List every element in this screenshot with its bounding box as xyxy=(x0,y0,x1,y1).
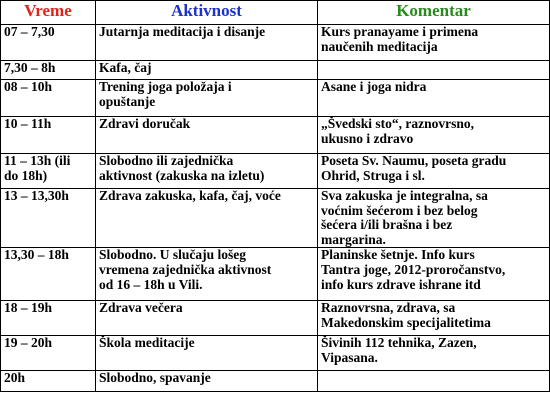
comment-cell-line: voćnim šećerom i bez belog xyxy=(321,202,478,218)
comment-cell xyxy=(318,248,550,301)
comment-cell xyxy=(318,61,550,80)
activity-cell-line: Jutarnja meditacija i disanje xyxy=(99,24,266,39)
comment-cell xyxy=(318,117,550,154)
activity-cell xyxy=(96,248,318,301)
time-cell-line: 07 – 7,30 xyxy=(4,24,55,39)
comment-cell-line: naučenih meditacija xyxy=(321,38,438,54)
table-row xyxy=(1,301,550,336)
activity-cell-line: Slobodno. U slučaju lošeg xyxy=(99,247,247,263)
table-row xyxy=(1,336,550,371)
time-cell xyxy=(1,117,96,154)
time-cell xyxy=(1,371,96,392)
comment-cell xyxy=(318,80,550,117)
comment-cell-line: šećera i/ili brašna i bez xyxy=(321,217,453,233)
time-cell-line: 13 – 13,30h xyxy=(4,188,69,203)
comment-cell-line: Makedonskim specijalitetima xyxy=(321,314,491,330)
comment-cell xyxy=(318,154,550,189)
activity-cell-line: Zdrava večera xyxy=(99,300,183,316)
header-vreme: Vreme xyxy=(1,1,96,25)
time-cell-line: do 18h) xyxy=(4,167,48,183)
comment-cell-line: Poseta Sv. Naumu, poseta gradu xyxy=(321,153,507,168)
table-row xyxy=(1,189,550,248)
comment-cell-line: margarina. xyxy=(321,231,386,247)
activity-cell xyxy=(96,80,318,117)
schedule-body xyxy=(1,25,550,392)
time-cell-line: 13,30 – 18h xyxy=(4,247,69,263)
time-cell xyxy=(1,154,96,189)
time-cell xyxy=(1,25,96,61)
time-cell-line: 19 – 20h xyxy=(4,335,53,351)
time-cell-line: 10 – 11h xyxy=(4,116,52,131)
table-row xyxy=(1,61,550,80)
activity-cell xyxy=(96,371,318,392)
comment-cell xyxy=(318,371,550,392)
activity-cell xyxy=(96,301,318,336)
comment-cell-line: ukusno i zdravo xyxy=(321,130,414,146)
time-cell xyxy=(1,61,96,80)
activity-cell-line: Škola meditacije xyxy=(99,335,195,351)
activity-cell-line: Slobodno ili zajednička xyxy=(99,153,234,168)
activity-cell xyxy=(96,25,318,61)
comment-cell xyxy=(318,336,550,371)
activity-cell xyxy=(96,189,318,248)
activity-cell-line: Zdravi doručak xyxy=(99,116,191,131)
table-row xyxy=(1,80,550,117)
time-cell xyxy=(1,189,96,248)
comment-cell xyxy=(318,301,550,336)
activity-cell-line: Trening joga položaja i xyxy=(99,79,232,94)
time-cell-line: 11 – 13h (ili xyxy=(4,153,71,168)
activity-cell-line: vremena zajednička aktivnost xyxy=(99,261,272,277)
comment-cell-line: info kurs zdrave ishrane itd xyxy=(321,276,481,292)
table-row xyxy=(1,117,550,154)
table-row xyxy=(1,371,550,392)
time-cell xyxy=(1,301,96,336)
table-row xyxy=(1,25,550,61)
time-cell-line: 18 – 19h xyxy=(4,300,53,316)
activity-cell-line: Zdrava zakuska, kafa, čaj, voće xyxy=(99,188,281,203)
activity-cell-line: od 16 – 18h u Vili. xyxy=(99,276,203,292)
comment-cell xyxy=(318,189,550,248)
activity-cell xyxy=(96,117,318,154)
activity-cell-line: Kafa, čaj xyxy=(99,60,152,75)
activity-cell xyxy=(96,61,318,80)
time-cell xyxy=(1,248,96,301)
time-cell-line: 7,30 – 8h xyxy=(4,60,56,75)
activity-cell xyxy=(96,154,318,189)
header-komentar: Komentar xyxy=(318,1,550,25)
comment-cell-line: Planinske šetnje. Info kurs xyxy=(321,247,475,263)
header-aktivnost: Aktivnost xyxy=(96,1,318,25)
time-cell-line: 08 – 10h xyxy=(4,79,53,94)
comment-cell-line: Raznovrsna, zdrava, sa xyxy=(321,300,456,316)
activity-cell-line: aktivnost (zakuska na izletu) xyxy=(99,167,265,183)
time-cell xyxy=(1,336,96,371)
activity-cell xyxy=(96,336,318,371)
comment-cell xyxy=(318,25,550,61)
comment-cell-line: Vipasana. xyxy=(321,349,378,365)
time-cell xyxy=(1,80,96,117)
time-cell-line: 20h xyxy=(4,370,26,386)
table-row xyxy=(1,248,550,301)
header-row xyxy=(1,1,550,25)
activity-cell-line: Slobodno, spavanje xyxy=(99,370,211,386)
table-row xyxy=(1,154,550,189)
comment-cell-line: Šivinih 112 tehnika, Zazen, xyxy=(321,335,477,351)
comment-cell-line: „Švedski sto“, raznovrsno, xyxy=(321,116,475,131)
comment-cell-line: Tantra joge, 2012-proročanstvo, xyxy=(321,261,506,277)
comment-cell-line: Asane i joga nidra xyxy=(321,79,427,94)
comment-cell-line: Sva zakuska je integralna, sa xyxy=(321,188,488,203)
comment-cell-line: Kurs pranayame i primena xyxy=(321,24,479,39)
activity-cell-line: opuštanje xyxy=(99,93,156,109)
comment-cell-line: Ohrid, Struga i sl. xyxy=(321,167,425,183)
